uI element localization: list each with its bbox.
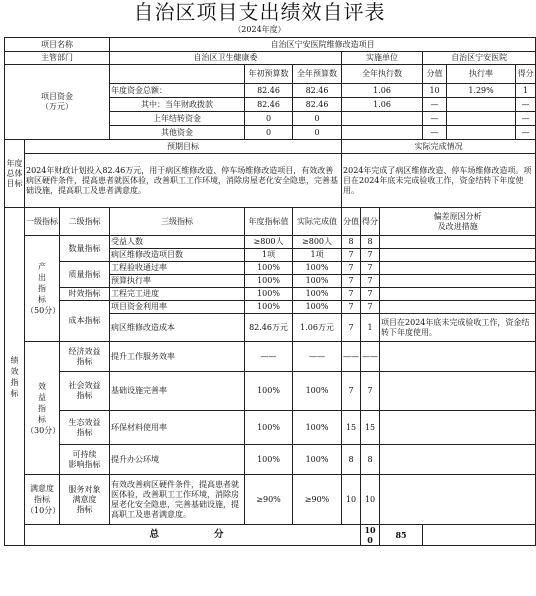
funds-get: 1 — [516, 84, 536, 98]
group-output: 产 出 指 标 （50分） — [25, 236, 60, 342]
indicator-l3: 受益人数 — [110, 236, 245, 249]
funds-score: — — [423, 98, 447, 112]
funds-score: — — [423, 112, 447, 126]
dept-name: 自治区卫生健康委 — [110, 52, 342, 65]
funds-header-blank — [110, 65, 245, 84]
group-benefit: 效 益 指 标 （30分） — [25, 342, 60, 475]
indicator-get: 7 — [361, 288, 380, 301]
indicator-get: 8 — [361, 236, 380, 249]
indicator-reason: 项目在2024年底未完成验收工作，资金结转下年度使用。 — [380, 314, 536, 342]
indicator-reason — [380, 249, 536, 262]
indicator-l2: 时效指标 — [60, 288, 110, 301]
indicator-get: 7 — [361, 262, 380, 275]
indicator-l3: 项目资金利用率 — [110, 301, 245, 314]
funds-get: — — [516, 112, 536, 126]
indicator-reason — [380, 445, 536, 475]
funds-label: 其他资金 — [110, 126, 245, 140]
indicator-score: 8 — [342, 445, 361, 475]
indicator-actual: —— — [293, 342, 342, 372]
indicator-target: ≥800人 — [245, 236, 293, 249]
page-title: 自治区项目支出绩效自评表 — [133, 0, 386, 24]
indicator-target: 100% — [245, 275, 293, 288]
performance-table — [4, 37, 536, 546]
label-get-score: 得分 — [516, 65, 536, 84]
funds-exec: 1.06 — [342, 98, 423, 112]
funds-score: — — [423, 126, 447, 140]
funds-get: — — [516, 126, 536, 140]
indicator-reason — [380, 372, 536, 411]
label-perf-indicators: 绩 效 指 标 — [5, 208, 25, 546]
indicator-target: —— — [245, 342, 293, 372]
indicator-score: 7 — [342, 275, 361, 288]
indicator-actual: 100% — [293, 372, 342, 411]
total-reason-blank — [423, 525, 536, 546]
indicator-l2: 服务对象 满意度 指标 — [60, 475, 110, 525]
indicator-l3: 提升工作服务效率 — [110, 342, 245, 372]
indicator-actual: 100% — [293, 288, 342, 301]
funds-full: 0 — [293, 112, 342, 126]
indicator-reason — [380, 342, 536, 372]
label-overall-target: 年度 总体 目标 — [5, 140, 25, 208]
funds-label: 其中：当年财政拨款 — [110, 98, 245, 112]
indicator-reason — [380, 288, 536, 301]
funds-exec — [342, 126, 423, 140]
indicator-l2: 成本指标 — [60, 301, 110, 342]
funds-rate — [447, 126, 516, 140]
indicator-score: 7 — [342, 262, 361, 275]
funds-full: 82.46 — [293, 84, 342, 98]
funds-rate — [447, 112, 516, 126]
indicator-get: 7 — [361, 249, 380, 262]
indicator-l3: 工程验收通过率 — [110, 262, 245, 275]
indicator-l3: 病区维修改造项目数 — [110, 249, 245, 262]
indicator-actual: 100% — [293, 411, 342, 445]
header-level2: 二级指标 — [60, 208, 110, 236]
header-level3: 三级指标 — [110, 208, 245, 236]
indicator-score: 7 — [342, 314, 361, 342]
indicator-target: 82.46万元 — [245, 314, 293, 342]
header-level1: 一级指标 — [25, 208, 60, 236]
label-full-budget: 全年预算数 — [293, 65, 342, 84]
actual-result-text: 2024年完成了病区维修改造、停车场维修改造项。项目在2024年底未完成验收工作，资金结转下年度使用。 — [342, 154, 536, 208]
indicator-score: —— — [342, 342, 361, 372]
indicator-target: 100% — [245, 445, 293, 475]
funds-exec: 1.06 — [342, 84, 423, 98]
indicator-get: 1 — [361, 314, 380, 342]
indicator-reason — [380, 236, 536, 249]
indicator-actual: 1项 — [293, 249, 342, 262]
indicator-reason — [380, 275, 536, 288]
indicator-l3: 有效改善病区硬件条件，提高患者就医体验，改善职工工作环境，消除房屋老化安全隐患，完善基础设施，提高职工及患者满意度。 — [110, 475, 245, 525]
indicator-l2: 社会效益 指标 — [60, 372, 110, 411]
header-actual: 实际完成值 — [293, 208, 342, 236]
indicator-l2: 经济效益 指标 — [60, 342, 110, 372]
label-impl-unit: 实施单位 — [342, 52, 423, 65]
label-actual: 实际完成情况 — [342, 140, 536, 154]
indicator-score: 8 — [342, 236, 361, 249]
indicator-target: 1项 — [245, 249, 293, 262]
label-project-name: 项目名称 — [5, 38, 110, 52]
funds-label: 年度资金总额： — [110, 84, 245, 98]
impl-unit: 自治区宁安医院 — [423, 52, 536, 65]
indicator-score: 7 — [342, 372, 361, 411]
indicator-get: 7 — [361, 301, 380, 314]
header-reason: 偏差原因分析 及改进措施 — [380, 208, 536, 236]
funds-rate: 1.29% — [447, 84, 516, 98]
total-get: 85 — [380, 525, 423, 546]
funds-budget: 82.46 — [245, 98, 293, 112]
indicator-score: 7 — [342, 301, 361, 314]
indicator-target: ≥90% — [245, 475, 293, 525]
indicator-l3: 基础设施完善率 — [110, 372, 245, 411]
label-annual-budget: 年初预算数 — [245, 65, 293, 84]
indicator-get: 15 — [361, 411, 380, 445]
indicator-target: 100% — [245, 301, 293, 314]
report-year: （2024年度） — [233, 25, 286, 34]
indicator-l2: 质量指标 — [60, 262, 110, 288]
indicator-get: 7 — [361, 275, 380, 288]
indicator-score: 15 — [342, 411, 361, 445]
indicator-get: 7 — [361, 372, 380, 411]
indicator-target: 100% — [245, 288, 293, 301]
indicator-actual: 100% — [293, 262, 342, 275]
indicator-l2: 生态效益 指标 — [60, 411, 110, 445]
indicator-score: 7 — [342, 288, 361, 301]
indicator-target: 100% — [245, 411, 293, 445]
indicator-reason — [380, 475, 536, 525]
funds-label: 上年结转资金 — [110, 112, 245, 126]
indicator-reason — [380, 262, 536, 275]
indicator-score: 10 — [342, 475, 361, 525]
indicator-l3: 预算执行率 — [110, 275, 245, 288]
funds-budget: 0 — [245, 112, 293, 126]
funds-full: 82.46 — [293, 98, 342, 112]
project-name: 自治区宁安医院维修改造项目 — [110, 38, 536, 52]
funds-get: — — [516, 98, 536, 112]
indicator-get: 8 — [361, 445, 380, 475]
label-full-exec: 全年执行数 — [342, 65, 423, 84]
indicator-actual: 100% — [293, 275, 342, 288]
indicator-l3: 工程完工进度 — [110, 288, 245, 301]
indicator-target: 100% — [245, 372, 293, 411]
indicator-reason — [380, 301, 536, 314]
indicator-score: 7 — [342, 249, 361, 262]
header-get: 得分 — [361, 208, 380, 236]
indicator-actual: 1.06万元 — [293, 314, 342, 342]
indicator-actual: 100% — [293, 445, 342, 475]
indicator-actual: 100% — [293, 301, 342, 314]
label-score: 分值 — [423, 65, 447, 84]
indicator-reason — [380, 411, 536, 445]
label-expected: 预期目标 — [25, 140, 342, 154]
indicator-l3: 提升办公环境 — [110, 445, 245, 475]
group-satisfaction: 满意度 指标 （10分） — [25, 475, 60, 525]
expected-target-text: 2024年财政计划投入82.46万元，用于病区维修改造、停车场维修改造项目，有效改善病区硬件条件，提高患者就医体验，改善职工工作环境，消除房屋老化安全隐患，完善基础设施，提高职工及患者满意度。 — [25, 154, 342, 208]
header-target: 年度指标值 — [245, 208, 293, 236]
indicator-actual: ≥800人 — [293, 236, 342, 249]
funds-budget: 82.46 — [245, 84, 293, 98]
indicator-l3: 病区维修改造成本 — [110, 314, 245, 342]
label-dept: 主管部门 — [5, 52, 110, 65]
label-funds: 项目资金 （万元） — [5, 65, 110, 140]
total-label: 总 分 — [25, 525, 361, 546]
total-score: 100 — [361, 525, 380, 546]
funds-rate — [447, 98, 516, 112]
funds-full: 0 — [293, 126, 342, 140]
indicator-get: —— — [361, 342, 380, 372]
indicator-actual: ≥90% — [293, 475, 342, 525]
label-exec-rate: 执行率 — [447, 65, 516, 84]
indicator-target: 100% — [245, 262, 293, 275]
header-score: 分值 — [342, 208, 361, 236]
indicator-get: 10 — [361, 475, 380, 525]
funds-budget: 0 — [245, 126, 293, 140]
indicator-l3: 环保材料使用率 — [110, 411, 245, 445]
funds-score: 10 — [423, 84, 447, 98]
indicator-l2: 数量指标 — [60, 236, 110, 262]
indicator-l2: 可持续 影响指标 — [60, 445, 110, 475]
funds-exec — [342, 112, 423, 126]
